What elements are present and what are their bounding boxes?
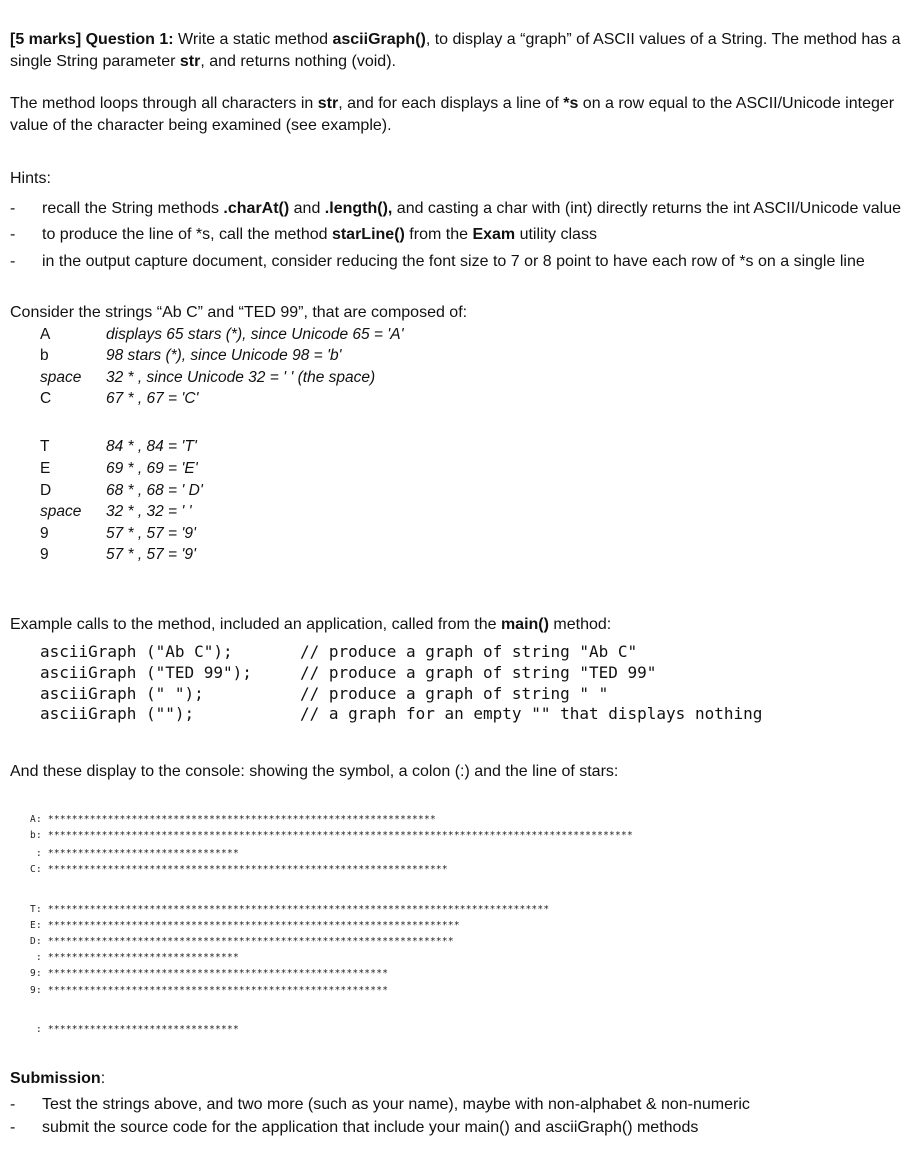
hint-3: in the output capture document, consider reducing the font size to 7 or 8 point to have each row of *s on a single line [42,253,865,270]
table-desc: 32 * , since Unicode 32 = ' ' (the space) [106,369,376,386]
output-line: T: ************************************************************************************ [30,904,550,915]
hints-title: Hints: [10,170,51,187]
submission-item-1: Test the strings above, and two more (such as your name), maybe with non-alphabet & non-numeric [42,1096,750,1113]
method-name: asciiGraph() [332,31,426,48]
code-comment: // produce a graph of string " " [300,684,609,703]
table-desc: 68 * , 68 = ' D' [106,482,203,499]
code-call: asciiGraph (""); [40,704,195,723]
output-line: D: ******************************************************************** [30,936,454,947]
submission-item-2: submit the source code for the application that include your main() and asciiGraph() methods [42,1119,699,1136]
bullet-dash: - [10,1096,16,1113]
table-desc: 84 * , 84 = 'T' [106,438,197,455]
output-line: A: ***************************************************************** [30,814,436,825]
output-line: b: ************************************************************************************************** [30,830,633,841]
table-desc: 57 * , 57 = '9' [106,525,196,542]
output-line: 9: ********************************************************* [30,985,389,996]
output-line: C: ******************************************************************* [30,864,448,875]
bullet-dash: - [10,200,16,217]
output-line: : ******************************** [30,952,239,963]
table-desc: 69 * , 69 = 'E' [106,460,198,477]
table-desc: 32 * , 32 = ' ' [106,503,192,520]
table-char: D [40,482,52,499]
table-char: A [40,326,51,343]
marks-label: [5 marks] Question 1: [10,31,174,48]
table-char: T [40,438,50,455]
bullet-dash: - [10,226,16,243]
table-char: space [40,503,82,520]
question-paragraph [10,29,905,73]
table-char: 9 [40,546,49,563]
display-text: And these display to the console: showing the symbol, a colon (:) and the line of stars: [10,763,619,780]
question-line-2: single String parameter str, and returns nothing (void). [10,53,396,70]
table-char: 9 [40,525,49,542]
example-text: Example calls to the method, included an application, called from the main() method: [10,616,612,633]
output-line: 9: ********************************************************* [30,968,389,979]
question-line-1: [5 marks] Question 1: Write a static method asciiGraph(), to display a “graph” of ASCII values of a String. The method has a [10,31,901,48]
output-line: : ******************************** [30,848,239,859]
hint-1: recall the String methods .charAt() and .length(), and casting a char with (int) directly returns the int ASCII/Unicode value [42,200,902,217]
output-line: E: ********************************************************************* [30,920,460,931]
hint-2: to produce the line of *s, call the method starLine() from the Exam utility class [42,226,597,243]
table-desc: 98 stars (*), since Unicode 98 = 'b' [106,347,342,364]
consider-text: Consider the strings “Ab C” and “TED 99”, that are composed of: [10,304,468,321]
bullet-dash: - [10,1119,16,1136]
table-char: b [40,347,49,364]
code-comment: // a graph for an empty "" that displays nothing [300,704,763,723]
code-call: asciiGraph (" "); [40,684,204,703]
description-paragraph: The method loops through all characters in str, and for each displays a line of *s on a row equal to the ASCII/Unicode integer value of the character being examined (see example). [10,95,895,134]
output-line: : ******************************** [30,1024,239,1035]
bullet-dash: - [10,253,16,270]
table-char: C [40,390,52,407]
code-call: asciiGraph ("TED 99"); [40,663,252,682]
table-desc: displays 65 stars (*), since Unicode 65 = 'A' [106,326,404,343]
table-desc: 57 * , 57 = '9' [106,546,196,563]
table-char: E [40,460,51,477]
table-desc: 67 * , 67 = 'C' [106,390,199,407]
code-comment: // produce a graph of string "Ab C" [300,642,638,661]
submission-title: Submission: [10,1070,106,1087]
table-char: space [40,369,82,386]
code-comment: // produce a graph of string "TED 99" [300,663,657,682]
code-call: asciiGraph ("Ab C"); [40,642,233,661]
